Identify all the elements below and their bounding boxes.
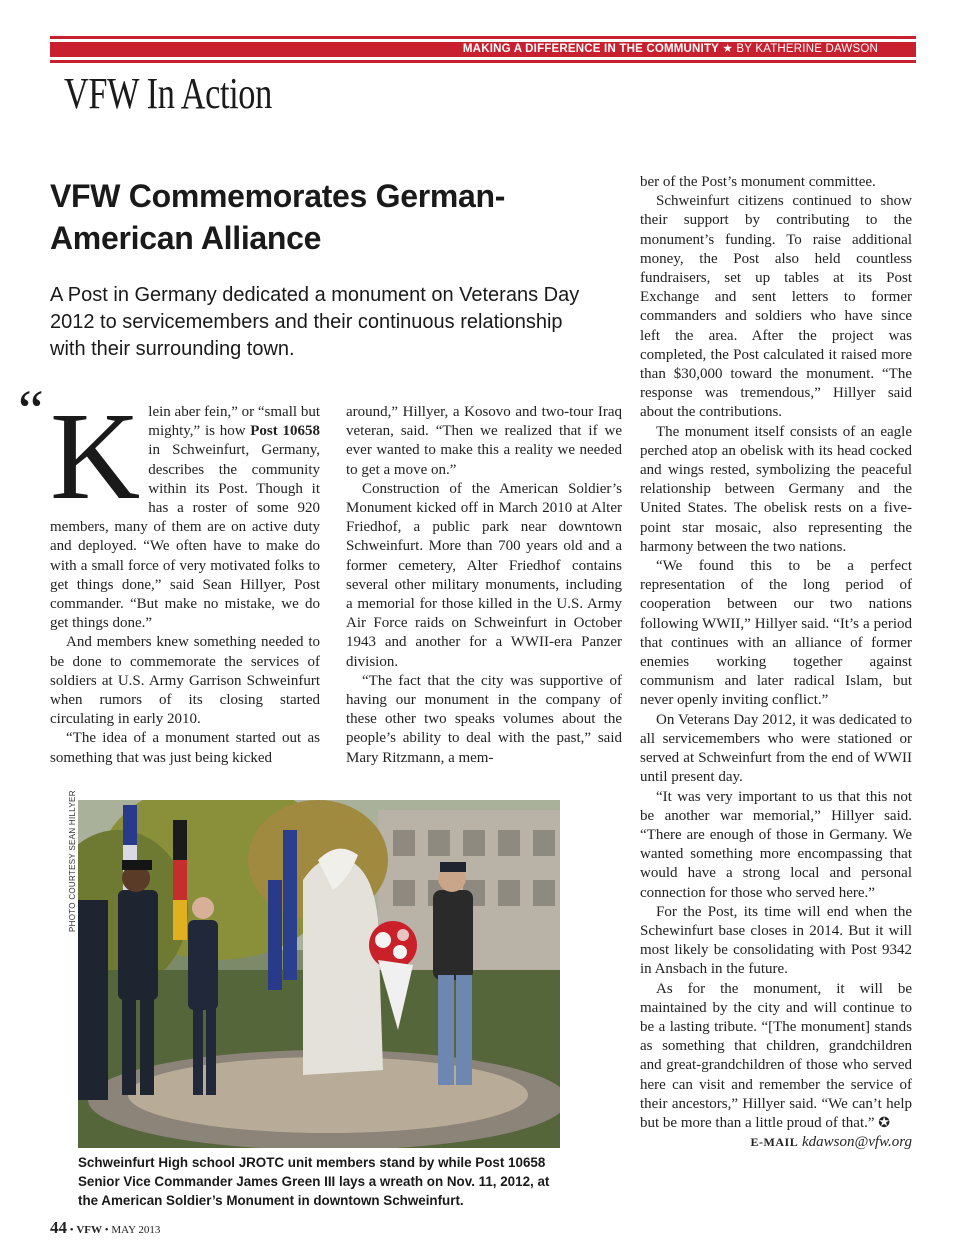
page-footer <box>50 1218 160 1238</box>
column-3-paragraph-7: For the Post, its time will end when the Schewinfurt base closes in 2014. But it will most likely be consolidating with Post 9342 in Ansbach in the future. <box>640 903 912 978</box>
photo-credit: PHOTO COURTESY SEAN HILLYER <box>68 790 77 932</box>
article-column-2 <box>346 403 622 768</box>
post-number: Post 10658 <box>250 423 320 440</box>
paragraph-text: As for the monument, it will be maintained by the city and will continue to be a lasting tribute. “[The monument] stands as something that children, grandchildren and great-grandchildren of those who served here can visit and remember the service of their ancestors,” Hillyer said. “We can’t help but be more than a little proud of that.” <box>640 980 912 1131</box>
column-3-paragraph-5: On Veterans Day 2012, it was dedicated to all servicemembers who were stationed or served at Schweinfurt from the end of WWII until present day. <box>640 711 912 786</box>
article-column-3 <box>640 173 912 1152</box>
photo-caption: Schweinfurt High school JROTC unit members stand by while Post 10658 Senior Vice Commander James Green III lays a wreath on Nov. 11, 2012, at the American Soldier’s Monument in downtown Schweinfurt. <box>78 1155 550 1208</box>
paragraph-text: in Schweinfurt, Germany, describes the community within its Post. Though it has a roster of some 920 members, many of them are on active duty and deployed. “We often have to make do with a small force of very motivated folks to get things done,” said Sean Hillyer, Post commander. “But make no mistake, we do get things done.” <box>50 442 320 632</box>
column-2-paragraph-3: “The fact that the city was supportive of having our monument in the company of these other two speaks volumes about the people’s ability to deal with the past,” said Mary Ritzmann, a mem- <box>346 672 622 766</box>
monument-photo <box>78 800 560 1148</box>
drop-cap: K <box>50 388 141 526</box>
banner-bottom-rule <box>50 60 916 63</box>
end-mark-icon: ✪ <box>878 1115 890 1131</box>
column-1-paragraph-3: “The idea of a monument started out as something that was just being kicked <box>50 730 320 766</box>
banner-red-bar <box>50 42 916 57</box>
opening-quote-mark: “ <box>18 378 44 443</box>
article-column-1 <box>50 388 320 768</box>
column-3-paragraph-2: Schweinfurt citizens continued to show their support by contributing to the monument’s funding. To raise additional money, the Post also held countless fundraisers, set up tables at its Post Exchange and sent letters to former commanders and soldiers who have since left the area. After the project was completed, the Post calculated it raised more than $30,000 toward the monument. “The response was tremendous,” Hillyer said about the contributions. <box>640 193 912 421</box>
article-deck: A Post in Germany dedicated a monument on Veterans Day 2012 to servicemembers and their continuous relationship with their surrounding town. <box>50 284 580 360</box>
banner-top-rule <box>50 36 916 39</box>
column-3-paragraph-8 <box>640 980 912 1134</box>
column-1-paragraph-1 <box>50 388 320 633</box>
paragraph-text: lein aber fein,” or “small but mighty,” is how <box>148 404 320 440</box>
column-1-paragraph-2: And members knew something needed to be done to commemorate the services of soldiers at U.S. Army Garrison Schweinfurt when rumors of its closing started circulating in early 2010. <box>50 634 320 728</box>
column-2-paragraph-1: around,” Hillyer, a Kosovo and two-tour Iraq veteran, said. “Then we realized that if we ever wanted to make this a reality we needed to get a move on.” <box>346 404 622 478</box>
magazine-name: VFW <box>76 1224 103 1236</box>
column-3-paragraph-6: “It was very important to us that this not be another war memorial,” Hillyer said. “There are enough of those in Germany. We wanted something more encompassing that would have a strong local and personal connection for those who served here.” <box>640 788 912 901</box>
article-headline: VFW Commemorates German-American Alliance <box>50 178 506 256</box>
column-2-paragraph-2: Construction of the American Soldier’s Monument kicked off in March 2010 at Alter Friedhof, a public park near downtown Schweinfurt. More than 700 years old and a former cemetery, Alter Friedhof contains several other military monuments, including a memorial for those killed in the U.S. Army Air Force raids on Schweinfurt in October 1943 and another for a WWII-era Panzer division. <box>346 480 622 670</box>
column-3-paragraph-4: “We found this to be a perfect representation of the long period of cooperation between our two nations following WWII,” Hillyer said. “It’s a period that continues with an alliance of former enemies working together against communism and later radical Islam, but never openly inviting conflict.” <box>640 558 912 709</box>
page-number: 44 <box>50 1218 67 1237</box>
monument-photo-illustration <box>78 800 560 1148</box>
column-3-paragraph-1: ber of the Post’s monument committee. <box>640 174 876 190</box>
header-banner <box>50 36 916 66</box>
section-title: VFW In Action <box>64 69 272 118</box>
banner-section-label: MAKING A DIFFERENCE IN THE COMMUNITY <box>462 43 720 55</box>
issue-date: MAY 2013 <box>111 1224 161 1236</box>
footer-separator: • <box>104 1224 109 1236</box>
author-email <box>640 1133 912 1152</box>
email-address: kdawson@vfw.org <box>801 1134 912 1151</box>
footer-separator: • <box>69 1224 74 1236</box>
email-label: E-MAIL <box>750 1135 799 1150</box>
column-3-paragraph-3: The monument itself consists of an eagle perched atop an obelisk with its head cocked and wings rested, symbolizing the peaceful relationship between Germany and the United States. The obelisk rests on a five-point star mosaic, also representing the harmony between the two nations. <box>640 423 912 555</box>
star-icon: ★ <box>722 43 733 55</box>
banner-byline: BY KATHERINE DAWSON <box>736 43 878 55</box>
